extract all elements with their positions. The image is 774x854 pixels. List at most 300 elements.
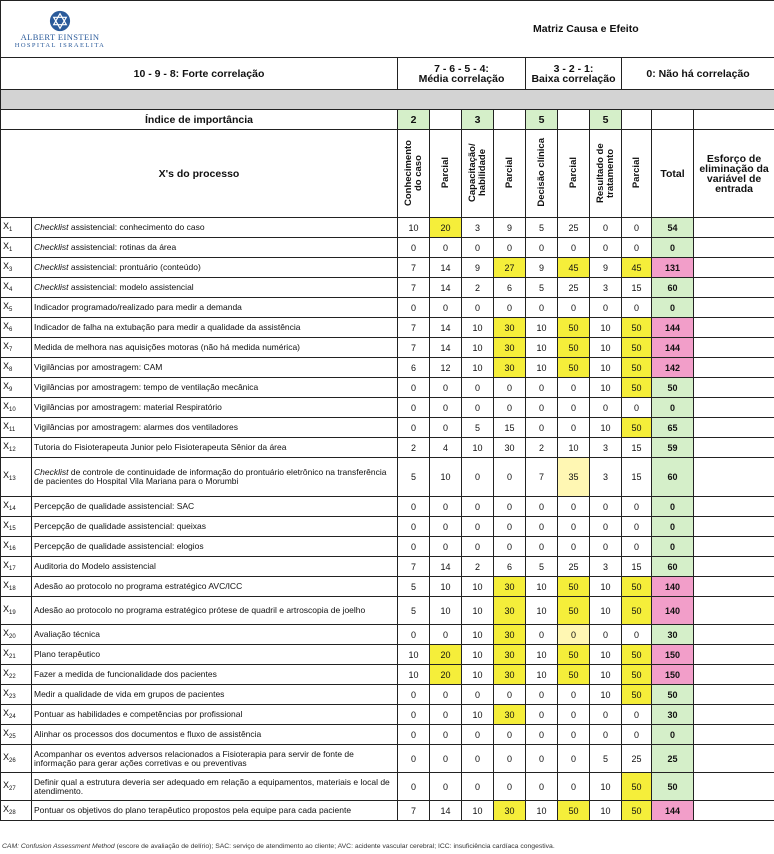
row-value: 20 [430, 665, 462, 685]
row-value: 50 [622, 597, 652, 625]
row-id [1, 458, 32, 497]
table-row [1, 685, 774, 705]
column-header-row [1, 130, 774, 218]
row-value: 30 [494, 625, 526, 645]
row-value: 0 [430, 537, 462, 557]
row-id-letter: X [3, 751, 10, 762]
row-id-letter: X [3, 380, 10, 391]
table-row [1, 378, 774, 398]
row-value: 0 [558, 298, 590, 318]
row-description [32, 238, 398, 258]
row-value: 3 [590, 458, 622, 497]
row-effort [694, 577, 774, 597]
row-value: 10 [526, 577, 558, 597]
row-value: 14 [430, 258, 462, 278]
row-value: 10 [430, 597, 462, 625]
col-header-parcial-1 [430, 130, 462, 218]
row-effort [694, 517, 774, 537]
row-value: 20 [430, 218, 462, 238]
row-value: 45 [622, 258, 652, 278]
row-id-letter: X [3, 559, 10, 570]
row-value: 10 [462, 438, 494, 458]
row-id-index: 21 [9, 653, 16, 660]
row-value: 0 [494, 497, 526, 517]
row-id-index: 24 [9, 713, 16, 720]
importance-blank-2 [494, 110, 526, 130]
row-description-checklist: Checklist [34, 282, 69, 292]
row-description [32, 458, 398, 497]
row-value: 0 [526, 418, 558, 438]
process-header: X's do processo [1, 130, 398, 218]
row-description [32, 298, 398, 318]
row-value: 0 [526, 517, 558, 537]
row-value: 0 [558, 773, 590, 801]
row-description [32, 537, 398, 557]
row-description [32, 258, 398, 278]
row-value: 10 [590, 801, 622, 821]
row-id-index: 11 [9, 426, 16, 433]
row-id-index: 9 [9, 386, 13, 393]
row-value: 50 [558, 338, 590, 358]
row-value: 50 [558, 577, 590, 597]
row-value: 0 [398, 517, 430, 537]
row-description [32, 278, 398, 298]
row-description [32, 438, 398, 458]
row-id [1, 645, 32, 665]
row-value: 10 [590, 773, 622, 801]
row-description [32, 597, 398, 625]
row-value: 0 [622, 218, 652, 238]
row-value: 25 [558, 557, 590, 577]
row-value: 0 [590, 625, 622, 645]
row-value: 2 [462, 557, 494, 577]
row-value: 0 [430, 418, 462, 438]
row-value: 50 [558, 801, 590, 821]
row-value: 0 [590, 238, 622, 258]
row-value: 10 [526, 665, 558, 685]
row-id [1, 418, 32, 438]
row-description-text: Vigilâncias por amostragem: alarmes dos ventiladores [34, 422, 238, 432]
row-total: 50 [652, 773, 694, 801]
row-value: 0 [526, 625, 558, 645]
row-value: 5 [398, 577, 430, 597]
star-of-david-logo-icon [49, 10, 71, 32]
row-value: 0 [430, 705, 462, 725]
row-value: 0 [590, 705, 622, 725]
row-description [32, 773, 398, 801]
row-effort [694, 298, 774, 318]
row-description [32, 398, 398, 418]
row-value: 30 [494, 597, 526, 625]
row-id-letter: X [3, 667, 10, 678]
row-value: 0 [526, 773, 558, 801]
row-id-letter: X [3, 499, 10, 510]
row-description-text: Medida de melhora nas aquisições motoras (não há medida numérica) [34, 342, 301, 352]
row-value: 10 [462, 318, 494, 338]
table-row [1, 497, 774, 517]
row-id [1, 438, 32, 458]
row-value: 30 [494, 318, 526, 338]
table-row [1, 418, 774, 438]
row-value: 0 [494, 378, 526, 398]
row-id-letter: X [3, 539, 10, 550]
row-value: 10 [590, 597, 622, 625]
row-value: 0 [430, 685, 462, 705]
row-value: 0 [494, 458, 526, 497]
row-description [32, 318, 398, 338]
row-id-index: 6 [9, 326, 13, 333]
row-id [1, 298, 32, 318]
row-description-text: Avaliação técnica [34, 629, 100, 639]
table-row [1, 625, 774, 645]
row-description-text: assistencial: conhecimento do caso [68, 222, 205, 232]
row-id-letter: X [3, 340, 10, 351]
row-total: 60 [652, 458, 694, 497]
row-value: 0 [462, 517, 494, 537]
row-effort [694, 258, 774, 278]
row-effort [694, 278, 774, 298]
row-value: 2 [398, 438, 430, 458]
row-id-index: 26 [9, 757, 16, 764]
row-total: 142 [652, 358, 694, 378]
row-value: 0 [622, 705, 652, 725]
row-value: 0 [590, 218, 622, 238]
row-value: 0 [558, 398, 590, 418]
row-description-text: assistencial: rotinas da área [68, 242, 177, 252]
row-id-letter: X [3, 803, 10, 814]
row-effort [694, 238, 774, 258]
row-value: 14 [430, 801, 462, 821]
row-id-index: 10 [9, 406, 16, 413]
row-description-text: Definir qual a estrutura deveria ser adequado em relação a equipamentos, materiais e local de atendimento. [34, 776, 390, 796]
row-value: 0 [430, 398, 462, 418]
row-description-text: assistencial: prontuário (conteúdo) [68, 262, 201, 272]
row-value: 10 [526, 597, 558, 625]
row-id-index: 5 [9, 306, 13, 313]
row-id [1, 801, 32, 821]
footnote [2, 843, 555, 851]
row-value: 20 [430, 645, 462, 665]
row-value: 0 [462, 298, 494, 318]
legend-low-line2: Baixa correlação [531, 72, 616, 85]
row-value: 0 [430, 497, 462, 517]
row-value: 0 [462, 773, 494, 801]
row-value: 0 [494, 537, 526, 557]
row-total: 144 [652, 801, 694, 821]
row-effort [694, 338, 774, 358]
row-description-text: Percepção de qualidade assistencial: elogios [34, 541, 204, 551]
row-description-checklist: Checklist [34, 262, 69, 272]
row-value: 0 [398, 497, 430, 517]
importance-weight-1: 2 [398, 110, 430, 130]
footnote-rest: (escore de avaliação de delírio); SAC: serviço de atendimento ao cliente; AVC: acidente vascular cerebral; ICC: insuficiência cardíaca congestiva. [114, 843, 555, 850]
row-value: 5 [526, 557, 558, 577]
row-id-index: 13 [9, 476, 16, 482]
table-row [1, 318, 774, 338]
row-description-text: Pontuar os objetivos do plano terapêutico propostos pela equipe para cada paciente [34, 805, 352, 815]
row-value: 15 [622, 278, 652, 298]
row-value: 0 [622, 517, 652, 537]
row-value: 0 [494, 298, 526, 318]
col-header-resultado-text: Resultado de tratamento [594, 142, 616, 203]
row-value: 50 [622, 378, 652, 398]
row-description-text: Indicador programado/realizado para medir a demanda [34, 302, 242, 312]
row-description-text: Acompanhar os eventos adversos relacionados a Fisioterapia para servir de fonte de informação para gerar ações corretivas e ou preventivas [34, 748, 354, 768]
row-value: 0 [398, 745, 430, 773]
row-value: 10 [590, 645, 622, 665]
row-value: 0 [526, 238, 558, 258]
row-value: 2 [526, 438, 558, 458]
row-value: 5 [462, 418, 494, 438]
row-effort [694, 597, 774, 625]
row-id [1, 597, 32, 625]
gray-separator [1, 90, 774, 110]
row-total: 0 [652, 725, 694, 745]
row-value: 0 [558, 378, 590, 398]
table-row [1, 773, 774, 801]
row-effort [694, 625, 774, 645]
row-description-checklist: Checklist [34, 222, 69, 232]
row-total: 0 [652, 298, 694, 318]
row-value: 0 [526, 298, 558, 318]
row-id-letter: X [3, 300, 10, 311]
row-value: 30 [494, 438, 526, 458]
row-value: 45 [558, 258, 590, 278]
logo-line2: HOSPITAL ISRAELITA [14, 41, 106, 49]
row-value: 25 [558, 218, 590, 238]
row-id [1, 517, 32, 537]
row-id-letter: X [3, 519, 10, 530]
row-value: 0 [526, 745, 558, 773]
row-effort [694, 358, 774, 378]
row-id [1, 238, 32, 258]
matrix-title: Matriz Causa e Efeito [398, 1, 774, 58]
row-description [32, 497, 398, 517]
row-value: 0 [398, 398, 430, 418]
row-description [32, 358, 398, 378]
row-value: 10 [462, 625, 494, 645]
row-value: 9 [462, 258, 494, 278]
row-value: 0 [398, 378, 430, 398]
legend-strong: 10 - 9 - 8: Forte correlação [1, 58, 398, 90]
col-header-parcial-2-text: Parcial [503, 156, 515, 189]
importance-weight-2: 3 [462, 110, 494, 130]
row-value: 0 [430, 745, 462, 773]
col-header-capacitacao-text: Capacitação/ habilidade [466, 143, 488, 202]
row-description [32, 338, 398, 358]
row-id [1, 577, 32, 597]
row-value: 0 [622, 725, 652, 745]
row-description-checklist: Checklist [34, 467, 69, 477]
row-id-index: 23 [9, 693, 16, 700]
row-value: 3 [590, 557, 622, 577]
row-value: 0 [558, 725, 590, 745]
row-value: 10 [558, 438, 590, 458]
row-total: 65 [652, 418, 694, 438]
row-value: 5 [526, 278, 558, 298]
row-value: 50 [558, 665, 590, 685]
row-value: 50 [622, 318, 652, 338]
row-value: 0 [494, 517, 526, 537]
row-value: 10 [462, 801, 494, 821]
row-id-index: 12 [9, 446, 16, 453]
row-value: 50 [622, 358, 652, 378]
row-effort [694, 218, 774, 238]
row-value: 0 [462, 238, 494, 258]
row-id [1, 705, 32, 725]
row-value: 10 [590, 665, 622, 685]
row-id-letter: X [3, 260, 10, 271]
importance-blank-1 [430, 110, 462, 130]
legend-medium [398, 58, 526, 90]
row-value: 50 [558, 318, 590, 338]
importance-row [1, 110, 774, 130]
table-row [1, 705, 774, 725]
row-value: 30 [494, 705, 526, 725]
row-value: 5 [526, 218, 558, 238]
row-id [1, 625, 32, 645]
row-value: 15 [622, 458, 652, 497]
row-value: 10 [398, 645, 430, 665]
table-row [1, 745, 774, 773]
row-id [1, 497, 32, 517]
row-value: 50 [622, 645, 652, 665]
row-value: 10 [462, 645, 494, 665]
row-id [1, 358, 32, 378]
row-value: 0 [622, 238, 652, 258]
row-value: 0 [590, 725, 622, 745]
row-value: 0 [558, 418, 590, 438]
row-value: 12 [430, 358, 462, 378]
row-value: 7 [526, 458, 558, 497]
row-value: 10 [590, 318, 622, 338]
row-value: 50 [558, 645, 590, 665]
row-id [1, 773, 32, 801]
row-total: 150 [652, 645, 694, 665]
row-id-letter: X [3, 420, 10, 431]
row-value: 6 [494, 278, 526, 298]
row-value: 30 [494, 665, 526, 685]
col-header-conhecimento-text: Conhecimento do caso [402, 139, 424, 206]
row-value: 10 [462, 705, 494, 725]
row-value: 10 [590, 358, 622, 378]
row-value: 0 [398, 238, 430, 258]
row-value: 0 [622, 398, 652, 418]
table-row [1, 665, 774, 685]
row-value: 0 [622, 537, 652, 557]
row-value: 0 [494, 773, 526, 801]
row-value: 0 [430, 625, 462, 645]
row-total: 60 [652, 278, 694, 298]
row-value: 0 [398, 537, 430, 557]
row-value: 0 [430, 238, 462, 258]
importance-blank-4 [622, 110, 652, 130]
row-id-index: 14 [9, 505, 16, 512]
row-id [1, 258, 32, 278]
row-description [32, 517, 398, 537]
importance-weight-4: 5 [590, 110, 622, 130]
row-value: 10 [590, 378, 622, 398]
row-value: 7 [398, 557, 430, 577]
row-id [1, 685, 32, 705]
row-total: 140 [652, 597, 694, 625]
row-id-index: 25 [9, 733, 16, 740]
row-value: 10 [590, 685, 622, 705]
table-row [1, 398, 774, 418]
row-value: 27 [494, 258, 526, 278]
row-effort [694, 685, 774, 705]
legend-row [1, 58, 774, 90]
row-description [32, 557, 398, 577]
row-value: 7 [398, 318, 430, 338]
row-id-index: 28 [9, 809, 16, 816]
row-value: 0 [462, 537, 494, 557]
row-value: 3 [590, 278, 622, 298]
col-header-parcial-1-text: Parcial [439, 156, 451, 189]
row-value: 0 [526, 378, 558, 398]
row-value: 6 [494, 557, 526, 577]
table-row [1, 517, 774, 537]
row-id-index: 7 [9, 346, 13, 353]
row-total: 140 [652, 577, 694, 597]
row-value: 0 [590, 497, 622, 517]
row-id-letter: X [3, 727, 10, 738]
row-value: 0 [526, 725, 558, 745]
row-value: 50 [622, 338, 652, 358]
row-value: 0 [462, 745, 494, 773]
row-value: 30 [494, 338, 526, 358]
row-value: 0 [462, 685, 494, 705]
table-row [1, 258, 774, 278]
row-total: 0 [652, 238, 694, 258]
row-value: 0 [526, 497, 558, 517]
row-value: 0 [494, 685, 526, 705]
row-value: 0 [430, 725, 462, 745]
row-description [32, 725, 398, 745]
row-id [1, 725, 32, 745]
row-value: 50 [622, 665, 652, 685]
row-id-letter: X [3, 400, 10, 411]
row-total: 50 [652, 685, 694, 705]
row-value: 10 [526, 801, 558, 821]
row-value: 50 [558, 358, 590, 378]
row-value: 0 [494, 725, 526, 745]
row-description [32, 218, 398, 238]
col-header-parcial-2 [494, 130, 526, 218]
row-total: 59 [652, 438, 694, 458]
importance-weight-3: 5 [526, 110, 558, 130]
row-value: 3 [462, 218, 494, 238]
table-row [1, 597, 774, 625]
row-description-text: Plano terapêutico [34, 649, 101, 659]
importance-blank-6 [694, 110, 774, 130]
row-value: 0 [558, 537, 590, 557]
row-value: 3 [590, 438, 622, 458]
row-total: 0 [652, 537, 694, 557]
row-id-index: 19 [9, 609, 16, 616]
row-effort [694, 398, 774, 418]
row-value: 0 [590, 517, 622, 537]
row-value: 10 [398, 218, 430, 238]
row-value: 0 [398, 418, 430, 438]
row-value: 10 [462, 338, 494, 358]
row-id-index: 27 [9, 785, 16, 792]
row-value: 6 [398, 358, 430, 378]
row-value: 5 [590, 745, 622, 773]
row-total: 30 [652, 705, 694, 725]
row-value: 10 [590, 418, 622, 438]
row-effort [694, 438, 774, 458]
